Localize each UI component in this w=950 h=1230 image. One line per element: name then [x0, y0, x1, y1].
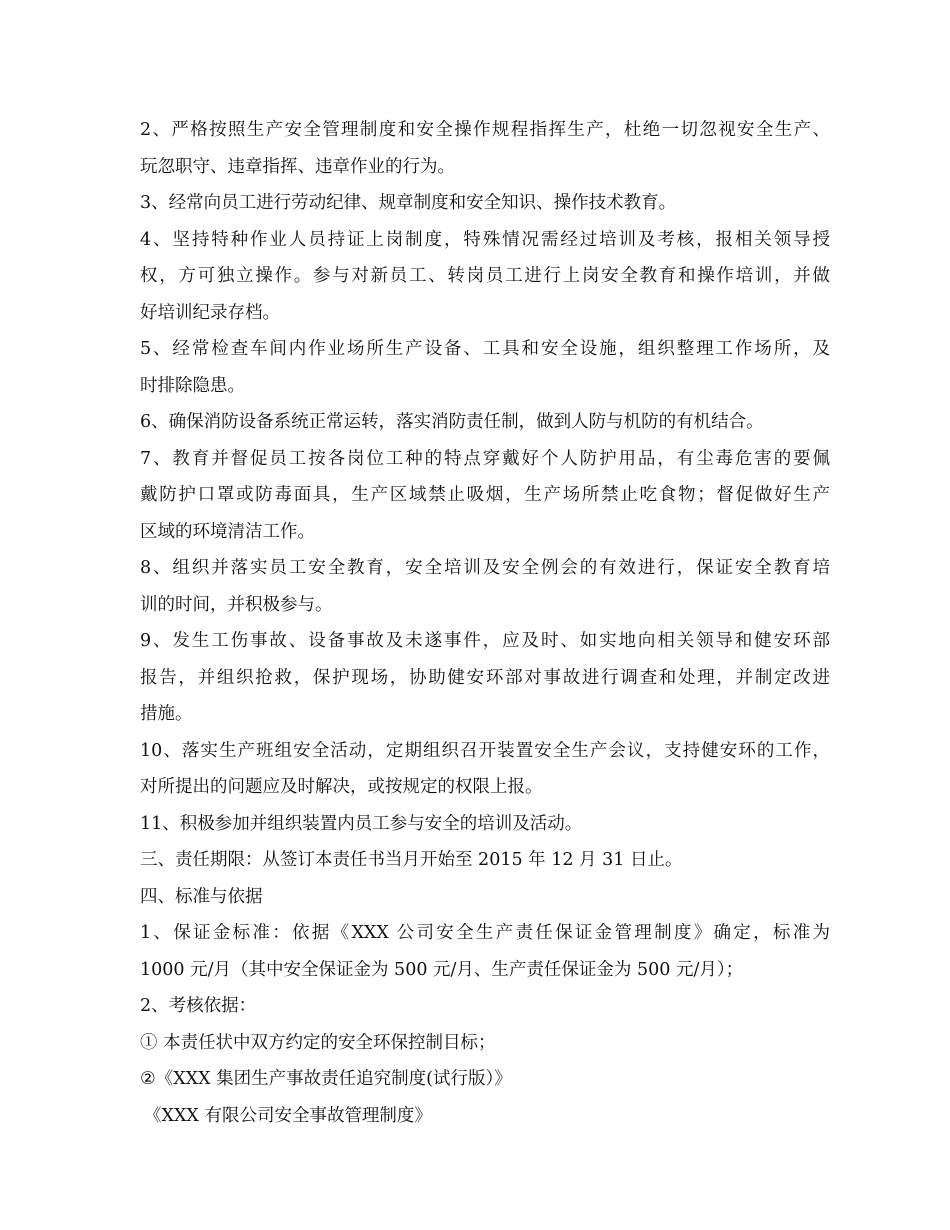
text-line: 1、保证金标准：依据《XXX 公司安全生产责任保证金管理制度》确定，标准为	[140, 923, 830, 943]
text-line: 11、积极参加并组织装置内员工参与安全的培训及活动。	[140, 813, 583, 834]
text-line: 10、落实生产班组安全活动，定期组织召开装置安全生产会议，支持健安环的工作，	[140, 740, 830, 761]
text-line: 玩忽职守、违章指挥、违章作业的行为。	[140, 156, 455, 177]
text-line: 区域的环境清洁工作。	[140, 521, 315, 542]
text-line: ②《XXX 集团生产事故责任追究制度(试行版）》	[140, 1069, 512, 1089]
text-line: 权，方可独立操作。参与对新员工、转岗员工进行上岗安全教育和操作培训，并做	[140, 266, 830, 286]
text-line: 3、经常向员工进行劳动纪律、规章制度和安全知识、操作技术教育。	[140, 193, 677, 213]
text-line: 好培训纪录存档。	[140, 302, 280, 323]
text-line: 三、责任期限：从签订本责任书当月开始至 2015 年 12 月 31 日止。	[140, 850, 683, 870]
text-line: 2、严格按照生产安全管理制度和安全操作规程指挥生产，杜绝一切忽视安全生产、	[140, 120, 830, 140]
document-body	[140, 112, 830, 1134]
text-line: 时排除隐患。	[140, 375, 245, 396]
text-line: 戴防护口罩或防毒面具，生产区域禁止吸烟，生产场所禁止吃食物；督促做好生产	[140, 485, 830, 505]
text-line: 7、教育并督促员工按各岗位工种的特点穿戴好个人防护用品，有尘毒危害的要佩	[140, 448, 830, 469]
text-line: 6、确保消防设备系统正常运转，落实消防责任制，做到人防与机防的有机结合。	[140, 412, 764, 432]
text-line: 训的时间，并积极参与。	[140, 594, 333, 615]
text-line: 5、经常检查车间内作业场所生产设备、工具和安全设施，组织整理工作场所，及	[140, 339, 830, 359]
text-line: 4、坚持特种作业人员持证上岗制度，特殊情况需经过培训及考核，报相关领导授	[140, 229, 830, 250]
text-line: 1000 元/月（其中安全保证金为 500 元/月、生产责任保证金为 500 元/月）；	[140, 959, 744, 980]
text-line: 措施。	[140, 704, 193, 724]
text-line: 对所提出的问题应及时解决，或按规定的权限上报。	[140, 777, 543, 797]
text-line: 8、组织并落实员工安全教育，安全培训及安全例会的有效进行，保证安全教育培	[140, 558, 830, 578]
section-heading: 四、标准与依据	[140, 886, 263, 907]
text-line: ① 本责任状中双方约定的安全环保控制目标；	[140, 1032, 496, 1053]
text-line: 2、考核依据：	[140, 996, 257, 1016]
text-line: 报告，并组织抢救，保护现场，协助健安环部对事故进行调查和处理，并制定改进	[140, 667, 830, 688]
text-line: 9、发生工伤事故、设备事故及未遂事件，应及时、如实地向相关领导和健安环部	[140, 631, 830, 651]
text-line: 《XXX 有限公司安全事故管理制度》	[144, 1105, 432, 1126]
